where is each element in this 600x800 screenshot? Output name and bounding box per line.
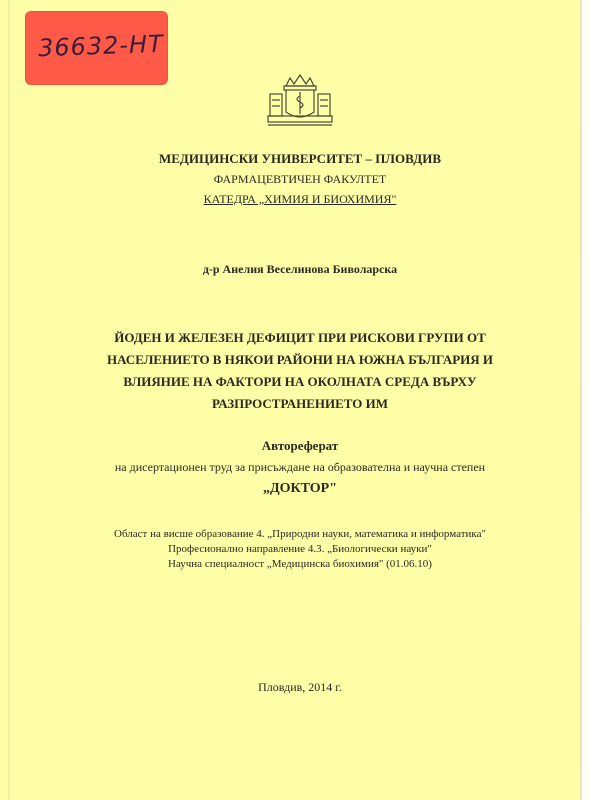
- university-name: МЕДИЦИНСКИ УНИВЕРСИТЕТ – ПЛОВДИВ: [158, 151, 442, 166]
- department-name: КАТЕДРА „ХИМИЯ И БИОХИМИЯ": [203, 192, 397, 206]
- thesis-title-line: ЙОДЕН И ЖЕЛЕЗЕН ДЕФИЦИТ ПРИ РИСКОВИ ГРУПИ ОТ: [114, 330, 486, 345]
- field-area: Област на висше образование 4. „Природни науки, математика и информатика": [114, 528, 486, 540]
- library-sticker: [26, 12, 167, 84]
- abstract-description: на дисертационен труд за присъждане на образователна и научна степен: [114, 460, 486, 474]
- thesis-title-line: НАСЕЛЕНИЕТО В НЯКОИ РАЙОНИ НА ЮЖНА БЪЛГАРИЯ И: [106, 352, 494, 367]
- thesis-title-line: РАЗПРОСТРАНЕНИЕТО ИМ: [211, 396, 389, 411]
- degree-title: „ДОКТОР": [262, 481, 338, 496]
- field-specialty: Научна специалност „Медицинска биохимия" (01.06.10): [168, 558, 432, 570]
- faculty-name: ФАРМАЦЕВТИЧЕН ФАКУЛТЕТ: [213, 172, 387, 186]
- abstract-label: Автореферат: [261, 438, 339, 453]
- thesis-title-line: ВЛИЯНИЕ НА ФАКТОРИ НА ОКОЛНАТА СРЕДА ВЪРХУ: [123, 374, 477, 389]
- university-crest-icon: [266, 72, 334, 128]
- sticker-code: 36632-НТ: [37, 29, 165, 63]
- place-and-year: Пловдив, 2014 г.: [258, 680, 342, 694]
- author-name: д-р Анелия Веселинова Биволарска: [202, 262, 398, 276]
- field-direction: Професионално направление 4.3. „Биологически науки": [168, 543, 432, 555]
